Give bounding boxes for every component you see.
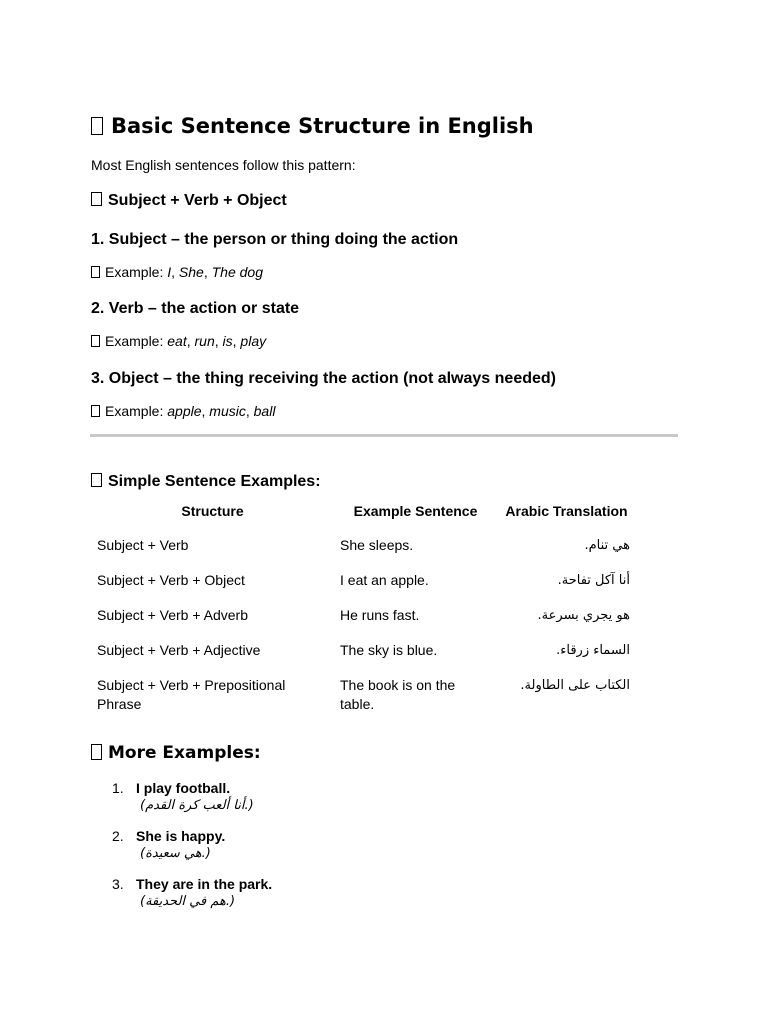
structure-cell: Subject + Verb + Object bbox=[97, 572, 245, 588]
simple-examples-heading-text: Simple Sentence Examples: bbox=[108, 473, 321, 490]
example-word: is bbox=[222, 333, 233, 349]
structure-cell: Subject + Verb + Prepositional Phrase bbox=[97, 677, 286, 712]
arabic-cell: السماء زرقاء. bbox=[556, 643, 630, 658]
example-label: Example: bbox=[105, 333, 168, 349]
list-item bbox=[112, 780, 272, 814]
example-label: Example: bbox=[105, 264, 168, 280]
column-header-arabic: Arabic Translation bbox=[505, 503, 628, 519]
list-number: 3. bbox=[112, 876, 124, 892]
example-word: apple bbox=[167, 403, 202, 419]
verb-heading: 2. Verb – the action or state bbox=[91, 300, 300, 317]
missing-glyph-icon bbox=[91, 405, 100, 417]
list-item bbox=[112, 876, 272, 910]
example-translation: (هي سعيدة.) bbox=[140, 846, 211, 861]
example-sentence: She is happy. bbox=[136, 828, 226, 844]
object-example: Example: apple, music, ball bbox=[91, 403, 275, 419]
column-header-example: Example Sentence bbox=[353, 503, 478, 519]
table-row bbox=[91, 528, 636, 563]
table-row bbox=[91, 633, 636, 668]
example-word: ball bbox=[253, 403, 276, 419]
table-row bbox=[91, 598, 636, 633]
arabic-cell: الكتاب على الطاولة. bbox=[520, 678, 630, 693]
example-word: I bbox=[167, 264, 172, 280]
arabic-cell: هي تنام. bbox=[584, 538, 630, 553]
intro-text: Most English sentences follow this pattern: bbox=[91, 157, 356, 173]
table-header-row bbox=[91, 497, 636, 528]
page-title bbox=[91, 114, 534, 138]
missing-glyph-icon bbox=[91, 192, 102, 206]
example-word: The dog bbox=[211, 264, 263, 280]
missing-glyph-icon bbox=[91, 335, 100, 347]
verb-example: Example: eat, run, is, play bbox=[91, 333, 266, 349]
horizontal-divider bbox=[90, 434, 678, 437]
list-number: 2. bbox=[112, 828, 124, 844]
missing-glyph-icon bbox=[91, 473, 102, 487]
example-word: run bbox=[194, 333, 215, 349]
pattern-heading bbox=[91, 192, 287, 210]
example-translation: (هم في الحديقة.) bbox=[140, 894, 236, 909]
missing-glyph-icon bbox=[91, 117, 103, 135]
missing-glyph-icon bbox=[91, 744, 102, 760]
sentence-cell: She sleeps. bbox=[340, 537, 414, 553]
more-examples-heading bbox=[91, 743, 261, 763]
column-header-structure: Structure bbox=[181, 503, 244, 519]
list-number: 1. bbox=[112, 780, 124, 796]
structure-cell: Subject + Verb bbox=[97, 537, 189, 553]
example-translation: (أنا ألعب كرة القدم.) bbox=[140, 798, 254, 813]
example-word: music bbox=[209, 403, 246, 419]
subject-heading: 1. Subject – the person or thing doing the action bbox=[91, 231, 459, 248]
object-heading: 3. Object – the thing receiving the action (not always needed) bbox=[91, 370, 556, 387]
page-title-text: Basic Sentence Structure in English bbox=[111, 114, 534, 138]
more-examples-heading-text: More Examples: bbox=[108, 743, 261, 763]
sentence-cell: I eat an apple. bbox=[340, 572, 429, 588]
structure-cell: Subject + Verb + Adjective bbox=[97, 642, 261, 658]
example-word: She bbox=[178, 264, 204, 280]
missing-glyph-icon bbox=[91, 266, 100, 278]
pattern-text: Subject + Verb + Object bbox=[108, 192, 287, 209]
table-row bbox=[91, 563, 636, 598]
example-word: play bbox=[240, 333, 267, 349]
more-examples-list bbox=[112, 780, 272, 924]
example-sentence: They are in the park. bbox=[136, 876, 273, 892]
arabic-cell: هو يجري بسرعة. bbox=[537, 608, 630, 623]
arabic-cell: أنا آكل تفاحة. bbox=[557, 573, 630, 588]
example-sentence: I play football. bbox=[136, 780, 231, 796]
structure-cell: Subject + Verb + Adverb bbox=[97, 607, 248, 623]
sentence-examples-table bbox=[91, 497, 636, 722]
table-row bbox=[91, 668, 636, 722]
example-word: eat bbox=[167, 333, 187, 349]
simple-examples-heading bbox=[91, 473, 321, 491]
subject-example: Example: I, She, The dog bbox=[91, 264, 263, 280]
sentence-cell: He runs fast. bbox=[340, 607, 420, 623]
list-item bbox=[112, 828, 272, 862]
sentence-cell: The book is on the table. bbox=[340, 677, 456, 712]
example-label: Example: bbox=[105, 403, 168, 419]
sentence-cell: The sky is blue. bbox=[340, 642, 438, 658]
